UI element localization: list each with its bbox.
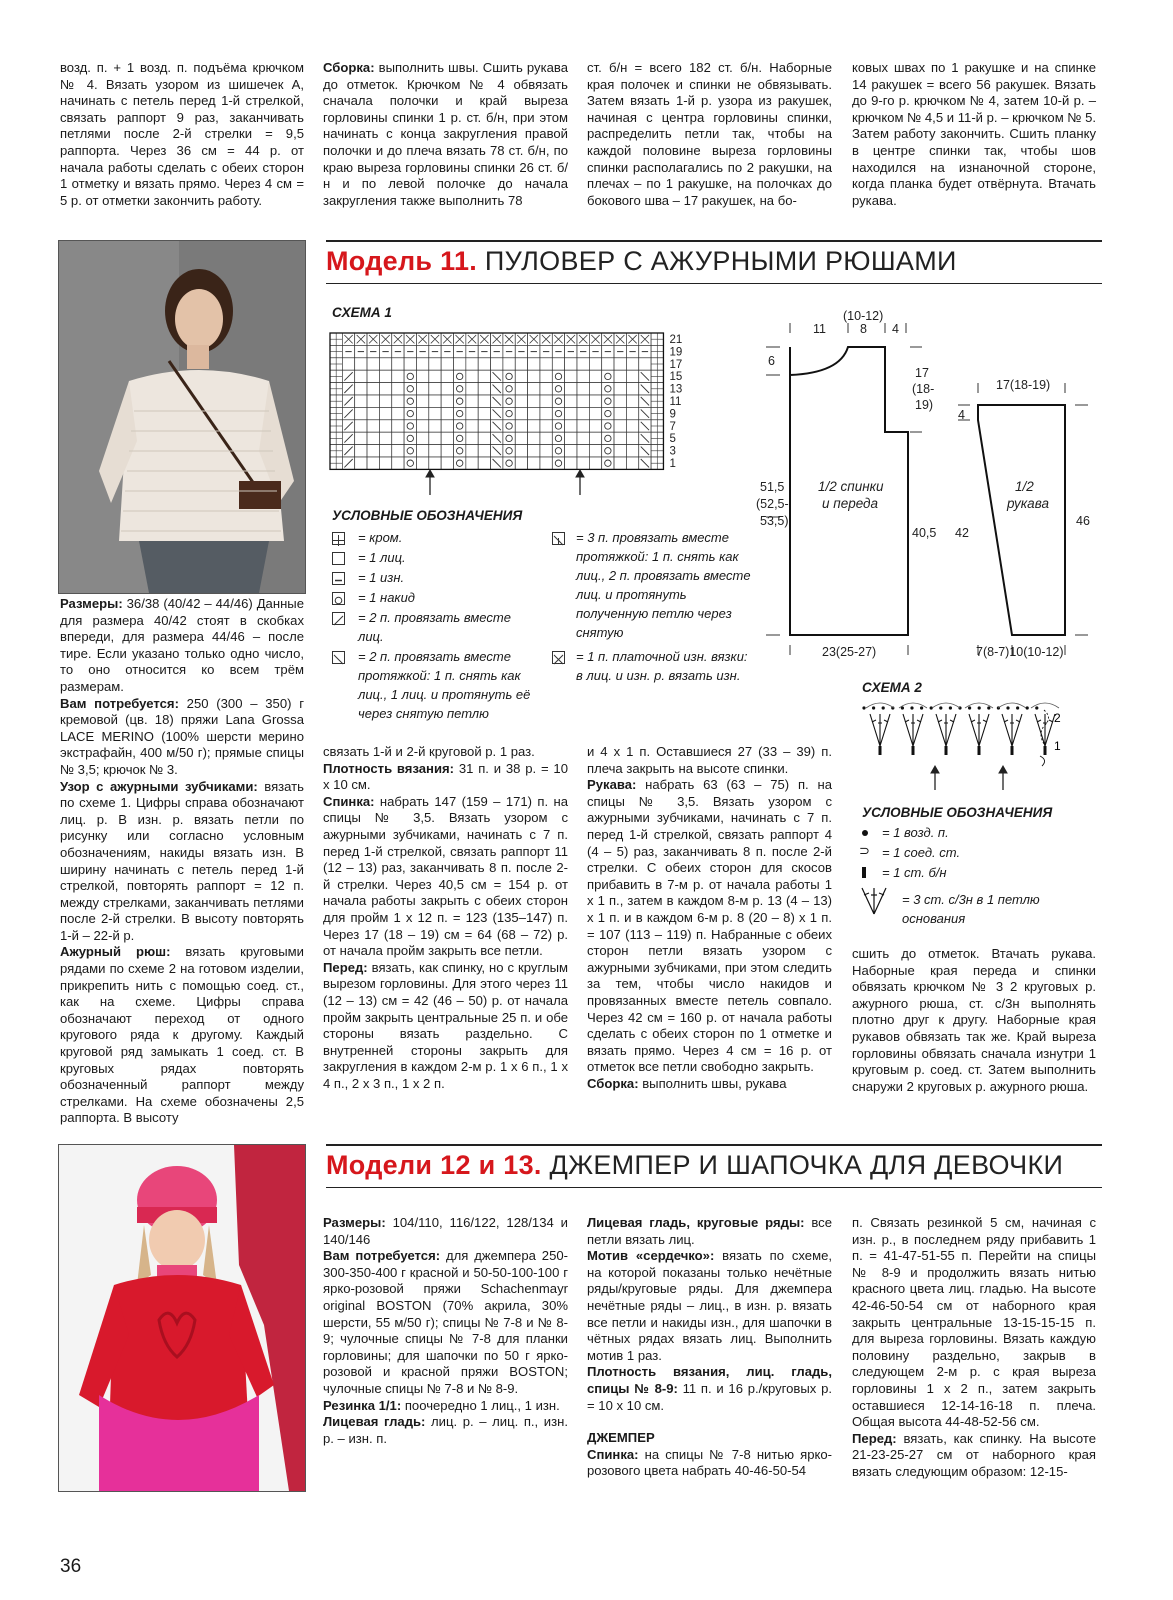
model-12-heading (326, 1150, 1063, 1181)
sleeve-label-2: рукава (1007, 496, 1049, 511)
m12-materials-text: для джемпера 250-300-350-400 г красной и 50-50-100-100 г ярко-розовой пряжи Schachenmayr original BOSTON (70% акрила, 30% шерсти, 55 м/50 г); спицы № 7-8 и № 8-9; чулочные спицы № 7-8 для планки горловины; для шапочки по 50 г ярко-розовой и красной пряжи BOSTON; чулочные спицы № 7-8 и № 8-9. (323, 1248, 568, 1396)
schema-1-row-label: 9 (669, 408, 676, 421)
yarn-over-icon (332, 592, 345, 605)
ruffle-paragraph (60, 944, 304, 1127)
model-11-mid-col-1 (323, 744, 568, 1092)
m12-gauge-text: 11 п. и 16 р./круговых р. = 10 х 10 см. (587, 1380, 832, 1413)
mid2-p1 (587, 744, 832, 777)
schema-1-title: СХЕМА 1 (332, 305, 392, 320)
schema-1-row-label: 21 (669, 334, 683, 346)
m12-sizes-label: Размеры: (323, 1215, 386, 1230)
schema-1-row-label: 7 (669, 420, 676, 433)
schema-1-row-numbers (669, 334, 682, 470)
dim-sleeve-bottom: 7(8-7)10(10-12) (976, 645, 1064, 659)
ruffle-diagram (862, 703, 1059, 766)
top-col-1: возд. п. + 1 возд. п. подъёма крючком № 4. Вязать узором из шишечек А, начинать с петель перед 1-й стрелкой, связать раппорт 9 раз, заканчивать петлями после 2-й стрелки = 9,5 раппорта. Через 36 см = 44 р. от начала работы сделать с обеих сторон 1 отметку и вязать прямо. Через 4 см = 5 р. от отметки закончить работу. (60, 60, 304, 208)
legend-1-item-6: = 2 п. провязать вместе протяжкой: 1 п. снять как лиц., 1 лиц. и протянуть её через снятую петлю (358, 649, 531, 721)
schema-1-arrows (426, 470, 584, 495)
dim-side-left-3: 53,5) (760, 514, 789, 528)
dim-armhole-1: 17 (915, 366, 929, 380)
legend-1-title: УСЛОВНЫЕ ОБОЗНАЧЕНИЯ (332, 508, 523, 523)
front-paragraph (323, 960, 568, 1093)
slip-stitch-icon: ⊃ (859, 843, 870, 858)
m12-front (852, 1431, 1096, 1481)
sleeves-text: набрать 63 (63 – 75) п. на спицы № 3,5. Вязать узором с ажурными зубчиками, начинать с 7 п. перед 1-й стрелкой, связать раппорт 4 (4 – 5) раз, заканчивать 8 п. после 2-й стрелки. С обеих сторон для скосов прибавить в 7-м р. от начала работы 1 х 1 п., затем в каждом 8-м р. 13 (4 – 13) х 1 п. и в каждом 6-м р. 8 (20 – 8) х 1 п. = 107 (113 – 119) п. Набранные с обеих сторон петли вязать узором с ажурными зубчиками, при этом следить за тем, чтобы число накидов и провязанных вместе петель совпало. Через 42 см = 160 р. от начала работы сделать с обеих сторон по 1 отметке и вязать прямо. Через 4 см = 16 р. от отметок все петли свободно закрыть. (587, 777, 832, 1075)
model-12-rule-top (326, 1144, 1102, 1146)
model-11-rule-bottom (326, 283, 1102, 284)
back-paragraph (323, 794, 568, 960)
schema-1-row-label: 13 (669, 383, 683, 396)
pattern-1-paragraph (60, 779, 304, 945)
model-11-photo (58, 240, 306, 594)
dim-sleeve-right: 46 (1076, 514, 1090, 528)
back-text: набрать 147 (159 – 171) п. на спицы № 3,5. Вязать узором с ажурными зубчиками, начинать с 7 п. перед 1-й стрелкой, связать раппорт 11 (12 – 13) раз, заканчивать 8 п. после 2-й стрелки. Через 40,5 см = 154 р. от начала работы закрыть с обеих сторон для пройм 1 х 12 п. = 123 (135–147) п. Через 17 (18 – 19) см = 64 (68 – 72) р. от начала пройм закрыть все петли. (323, 793, 568, 959)
m12-col3-text-1: п. Связать резинкой 5 см, начиная с изн. р., в последнем ряду прибавить 1 п. = 41-47-51-55 п. Перейти на спицы № 8-9 и продолжить вязать нитью красного цвета лиц. гладью. На высоте 42-46-50-54 см от наборного края закрыть центральные 13-15-15-15 п. для выреза горловины. Вязать каждую половину раздельно, закрыв в следующем 2-м р. с края выреза горловины 1 х 2 п., затем закрыть оставшиеся 12-14-16-18 п. плеча. Общая высота 44-48-52-56 см. (852, 1215, 1096, 1430)
assembly-text: выполнить швы. Сшить рукава до отметок. Крючком № 4 обвязать сначала полочки и край выреза горловины спинки 1 р. ст. б/н, при этом начинать с конца закругления правой полочки и до плеча вязать 78 ст. б/н, по краю выреза горловины спинки 26 ст. б/н и по левой полочке до начала закругления также выполнить 78 (323, 60, 568, 208)
m12-materials (323, 1248, 568, 1397)
dim-top-edge: 4 (892, 322, 899, 336)
schema-1-row-label: 15 (669, 371, 683, 384)
treble-cluster-icon (860, 886, 888, 916)
k2tog-icon (332, 612, 345, 625)
purl-stitch-icon (332, 572, 345, 585)
schema-1-row-label: 19 (669, 346, 683, 359)
legend-2-item-4: = 3 ст. с/3н в 1 петлю основания (902, 892, 1040, 926)
dim-top-neck: 8 (860, 322, 867, 336)
m12-front-label: Перед: (852, 1430, 897, 1446)
legend-1-item-3: = 1 изн. (358, 570, 405, 585)
m12-materials-label: Вам потребуется: (323, 1248, 441, 1264)
schema-2-row-1: 1 (1054, 739, 1061, 753)
materials-label: Вам потребуется: (60, 695, 179, 711)
sleeve-label-1: 1/2 (1015, 479, 1034, 494)
dim-top-shoulder: 11 (813, 322, 826, 336)
schema-1-row-label: 1 (669, 458, 676, 470)
sleeves-paragraph (587, 777, 832, 1076)
assembly-11-label: Сборка: (587, 1075, 639, 1091)
assembly-label: Сборка: (323, 60, 375, 75)
front-label: Перед: (323, 959, 368, 975)
m12-rib-label: Резинка 1/1: (323, 1397, 402, 1413)
dim-top-total: (10-12) (843, 309, 884, 323)
body-label-2: и переда (822, 496, 879, 511)
m12-heart-text: вязать по схеме, на которой показаны только нечётные ряды/круговые ряды. Для джемпера нечётные ряды – лиц., в изн. р. вязать все петли и накиды изн., для шапочки в чётных рядах вязать лиц. Выполнить мотив 1 раз. (587, 1248, 833, 1363)
knit-stitch-icon (332, 552, 345, 565)
m12-front-text: вязать, как спинку. На высоте 21-23-25-27 см от наборного края вязать следующим образом: 12-15- (852, 1430, 1096, 1479)
m12-stockinette (323, 1414, 568, 1447)
dim-side-left-1: 51,5 (760, 480, 785, 494)
model-12-photo (58, 1144, 306, 1492)
model-11-left-col (60, 596, 304, 1127)
m12-jumper-subhead: ДЖЕМПЕР (587, 1430, 655, 1446)
assembly-11-text: выполнить швы, рукава (638, 1075, 787, 1091)
m12-back-label: Спинка: (587, 1446, 639, 1462)
legend-1-item-7: = 3 п. провязать вместе протяжкой: 1 п. снять как лиц., 2 п. провязать вместе лиц. и протянуть полученную петлю через снятую (576, 530, 751, 640)
legend-2-item-2: = 1 соед. ст. (882, 845, 961, 860)
mid2-text-1: и 4 х 1 п. Оставшиеся 27 (33 – 39) п. плеча закрыть на высоте спинки. (587, 744, 832, 776)
schema-1-row-label: 17 (669, 358, 683, 371)
m12-round (587, 1215, 832, 1248)
m12-gauge-label: Плотность вязания, лиц. гладь, спицы № 8-9: (587, 1364, 832, 1396)
dim-armhole-3: 19) (915, 398, 934, 412)
sizes-paragraph (60, 596, 304, 696)
model-12-col-3 (852, 1215, 1096, 1481)
pattern-1-label: Узор с ажурными зубчиками: (60, 778, 258, 794)
pattern-1-text: вязать по схеме 1. Цифры справа обозначают лиц. р. В изн. р. вязать петли по рисунку или согласно условным обозначениям, накиды вязать изн. В ширину начинать с петель перед 1-й стрелкой, повторять раппорт = 12 п. между стрелками, заканчивать петлями после 2-й стрелки. В высоту повторять 1-й – 22-й р. (60, 778, 304, 943)
model-11-number: Модель 11. (326, 246, 478, 276)
schema-1-row-label: 5 (669, 433, 676, 446)
m12-rib (323, 1398, 568, 1415)
sizes-label: Размеры: (60, 596, 123, 611)
m12-back (587, 1447, 832, 1480)
model-12-col-2 (587, 1215, 832, 1480)
m12-round-label: Лицевая гладь, круговые ряды: (587, 1215, 805, 1230)
dim-sleeve-cap: 4 (958, 408, 965, 422)
legend-1-item-2: = 1 лиц. (358, 550, 406, 565)
m12-heart-label: Мотив «сердечко»: (587, 1248, 715, 1264)
materials-paragraph (60, 696, 304, 779)
page-number: 36 (60, 1556, 82, 1577)
top-col-2 (323, 60, 568, 209)
single-crochet-icon (862, 867, 866, 878)
schema-1-row-label: 3 (669, 445, 676, 458)
legend-1-item-8: = 1 п. платочной изн. вязки: в лиц. и изн. р. вязать изн. (576, 649, 748, 683)
schema-2-chart (858, 698, 1068, 793)
model-12-title: ДЖЕМПЕР И ШАПОЧКА ДЛЯ ДЕВОЧКИ (549, 1150, 1064, 1180)
legend-2-title: УСЛОВНЫЕ ОБОЗНАЧЕНИЯ (862, 805, 1053, 820)
girl-sweater-illustration (59, 1145, 305, 1491)
dim-side-left-2: (52,5- (756, 497, 789, 511)
ssk-icon (332, 651, 345, 664)
ruffle-label: Ажурный рюш: (60, 944, 171, 960)
model-12-number: Модели 12 и 13. (326, 1150, 542, 1180)
model-11-mid-col-2 (587, 744, 832, 1092)
schema-1-row-label: 11 (669, 396, 682, 408)
m12-sizes-text: 104/110, 116/122, 128/134 и 140/146 (323, 1215, 568, 1247)
legend-2-item-3: = 1 ст. б/н (882, 865, 947, 880)
dim-armhole-2: (18- (912, 382, 935, 396)
gauge-text: 31 п. и 38 р. = 10 х 10 см. (323, 760, 568, 793)
legend-1-item-5: = 2 п. провязать вместе лиц. (358, 610, 511, 644)
gauge-label: Плотность вязания: (323, 760, 455, 776)
dim-neck-depth: 6 (768, 354, 775, 368)
legend-1-item-4: = 1 накид (358, 590, 415, 605)
back-label: Спинка: (323, 793, 375, 809)
sleeves-label: Рукава: (587, 777, 637, 793)
front-text: вязать, как спинку, но с круглым вырезом горловины. Для этого через 11 (12 – 13) см = 42 (46 – 50) р. от начала пройм закрыть центральные 25 п. и обе стороны вязать раздельно. С внутренней стороны закрыть для закругления в каждом 2-м р. 1 х 6 п., 1 х 4 п., 2 х 3 п., 1 х 2 п. (323, 959, 568, 1091)
pattern-schematic (756, 305, 1095, 665)
schema-2-row-2: 2 (1054, 711, 1061, 725)
dim-side-right: 40,5 (912, 526, 937, 540)
schema-2-title: СХЕМА 2 (862, 680, 922, 695)
gauge-paragraph (323, 761, 568, 794)
m12-stockinette-label: Лицевая гладь: (323, 1414, 426, 1430)
materials-text: 250 (300 – 350) г кремовой (цв. 18) пряжи Lana Grossa LACE MERINO (100% шерсти мерино экстрафайн, 400 м/50 г); прямые спицы № 3,5; крючок № 3. (60, 695, 304, 777)
sizes-text: 36/38 (40/42 – 44/46) Данные для размера 40/42 стоят в скобках впереди, для размера 44/46 – после тире. Если указано только одно число, то оно относится ко всем трём размерам. (60, 596, 304, 694)
woman-pullover-illustration (59, 241, 305, 593)
model-12-col-1 (323, 1215, 568, 1447)
m12-sizes (323, 1215, 568, 1248)
top-col-3: ст. б/н = всего 182 ст. б/н. Наборные края полочек и спинки не обвязывать. Затем вязать 1-й р. узора из ракушек, начиная с центра горловины спинки, распределить петли так, чтобы на каждой половине выреза горловины спинки располагались по 2 ракушки, на плечах – по 1 ракушке, на полочках до бокового шва – 17 ракушек, на бо- (587, 60, 832, 208)
m12-stockinette-text: лиц. р. – лиц. п., изн. р. – изн. п. (323, 1414, 568, 1446)
dim-sleeve-left: 42 (955, 526, 969, 540)
mid1-text-1: связать 1-й и 2-й круговой р. 1 раз. (323, 744, 535, 759)
m12-back-text: на спицы № 7-8 нитью ярко-розового цвета набрать 40-46-50-54 (587, 1446, 832, 1479)
m12-heart (587, 1248, 832, 1364)
assembly-11-paragraph (587, 1076, 832, 1093)
sk2p-icon (552, 532, 565, 545)
chain-icon (862, 830, 868, 836)
garter-purl-icon (552, 651, 565, 664)
model-11-title: ПУЛОВЕР С АЖУРНЫМИ РЮШАМИ (484, 246, 957, 276)
mid1-p1 (323, 744, 568, 761)
m12-gauge (587, 1364, 832, 1414)
schema-1-grid (330, 333, 663, 469)
schema-2-arrows (931, 766, 1007, 790)
m12-rib-text: поочередно 1 лиц., 1 изн. (401, 1397, 560, 1413)
top-col-4: ковых швах по 1 ракушке и на спинке 14 ракушек = всего 56 ракушек. Вязать до 9-го р. крючком № 4, затем 10-й р. – крючком № 4,5 и 11-й р. – крючком № 5. Затем работу закончить. Сшить планку в центре спинки так, чтобы шов находился на изнаночной стороне, когда планка будет отвёрнута. Втачать рукава. (852, 60, 1096, 208)
legend-2-item-1: = 1 возд. п. (882, 825, 949, 840)
body-label-1: 1/2 спинки (818, 479, 884, 494)
dim-bottom: 23(25-27) (822, 645, 877, 659)
edge-stitch-icon (332, 532, 345, 545)
m12-round-text: все петли вязать лиц. (587, 1215, 832, 1247)
legend-1-item-1: = кром. (358, 530, 403, 545)
schema-1-chart (325, 325, 695, 500)
model-11-right-col: сшить до отметок. Втачать рукава. Наборные края переда и спинки обвязать крючком № 3 2 круговых р. ажурного рюша, ст. с/3н выполнять плотно друг к другу. Наборные края рукавов обвязать так же. Край выреза горловины обвязать сначала изнутри 1 круговым р. соед. ст. Затем выполнить снаружи 2 круговых р. ажурного рюша. (852, 946, 1096, 1094)
model-11-rule-top (326, 240, 1102, 242)
model-11-heading (326, 246, 957, 277)
model-12-rule-bottom (326, 1187, 1102, 1188)
ruffle-text: вязать круговыми рядами по схеме 2 на готовом изделии, прикрепить нить с помощью соед. ст., как на схеме. Цифры справа обозначают переход от одного кругового ряда к другому. Каждый круговой ряд замыкать 1 соед. ст. В круговых рядах повторять обозначенный раппорт между стрелками. На схеме обозначены 2,5 раппорта. В высоту (60, 944, 304, 1126)
m12-col3-p1 (852, 1215, 1096, 1431)
dim-sleeve-top: 17(18-19) (996, 378, 1051, 392)
